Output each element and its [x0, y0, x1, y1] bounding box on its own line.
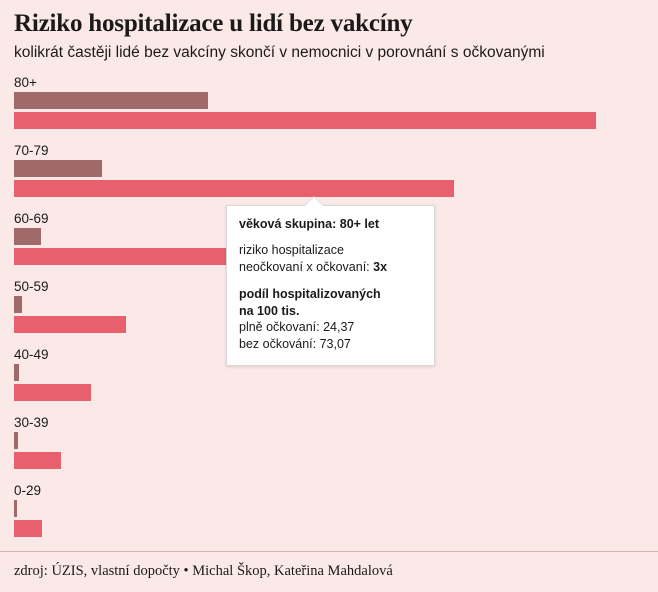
spacer: [14, 404, 644, 415]
tooltip-share-label-1: podíl hospitalizovaných: [239, 286, 381, 301]
age-group-label: 80+: [14, 74, 37, 90]
age-group-label: 50-59: [14, 278, 49, 294]
bar-unvaccinated-80plus[interactable]: [14, 112, 596, 129]
tooltip-risk-row: [239, 259, 422, 276]
spacer: [14, 132, 644, 143]
bar-vaccinated-60-69[interactable]: [14, 228, 41, 245]
bar-unvaccinated-30-39[interactable]: [14, 452, 61, 469]
age-group-80plus: [14, 75, 644, 129]
spacer: [14, 472, 644, 483]
bar-vaccinated-30-39[interactable]: [14, 432, 18, 449]
tooltip-risk-label-2: neočkovaní x očkovaní:: [239, 260, 370, 275]
bar-unvaccinated-60-69[interactable]: [14, 248, 262, 265]
bar-vaccinated-70-79[interactable]: [14, 160, 102, 177]
bar-unvaccinated-70-79[interactable]: [14, 180, 454, 197]
age-group-70-79: [14, 143, 644, 197]
bar-vaccinated-50-59[interactable]: [14, 296, 22, 313]
age-group-label: 60-69: [14, 210, 49, 226]
age-group-30-39: [14, 415, 644, 469]
tooltip-unvaccinated-value: bez očkování: 73,07: [239, 337, 351, 352]
tooltip-arrow-icon: [305, 197, 323, 206]
age-group-label: 30-39: [14, 414, 49, 430]
chart-tooltip: [226, 205, 435, 366]
bar-unvaccinated-50-59[interactable]: [14, 316, 126, 333]
age-group-label: 40-49: [14, 346, 49, 362]
bar-unvaccinated-40-49[interactable]: [14, 384, 91, 401]
tooltip-vaccinated-value: plně očkovaní: 24,37: [239, 320, 355, 335]
bar-vaccinated-0-29[interactable]: [14, 500, 17, 517]
page-subtitle: kolikrát častěji lidé bez vakcíny skončí v nemocnici v porovnání s očkovanými: [14, 44, 545, 61]
bar-vaccinated-80plus[interactable]: [14, 92, 208, 109]
source-credit: zdroj: ÚZIS, vlastní dopočty • Michal Škop, Kateřina Mahdalová: [14, 563, 393, 579]
page-title: Riziko hospitalizace u lidí bez vakcíny: [14, 10, 413, 37]
tooltip-risk-label-1: riziko hospitalizace: [239, 243, 344, 258]
age-group-0-29: [14, 483, 644, 537]
bar-unvaccinated-0-29[interactable]: [14, 520, 42, 537]
footer-divider: [0, 551, 658, 552]
tooltip-risk-value: 3x: [373, 260, 388, 275]
bar-vaccinated-40-49[interactable]: [14, 364, 19, 381]
tooltip-heading: věková skupina: 80+ let: [239, 216, 380, 231]
tooltip-share-label-2: na 100 tis.: [239, 303, 300, 318]
bar-chart: [14, 75, 644, 530]
age-group-label: 0-29: [14, 482, 42, 498]
age-group-label: 70-79: [14, 142, 49, 158]
